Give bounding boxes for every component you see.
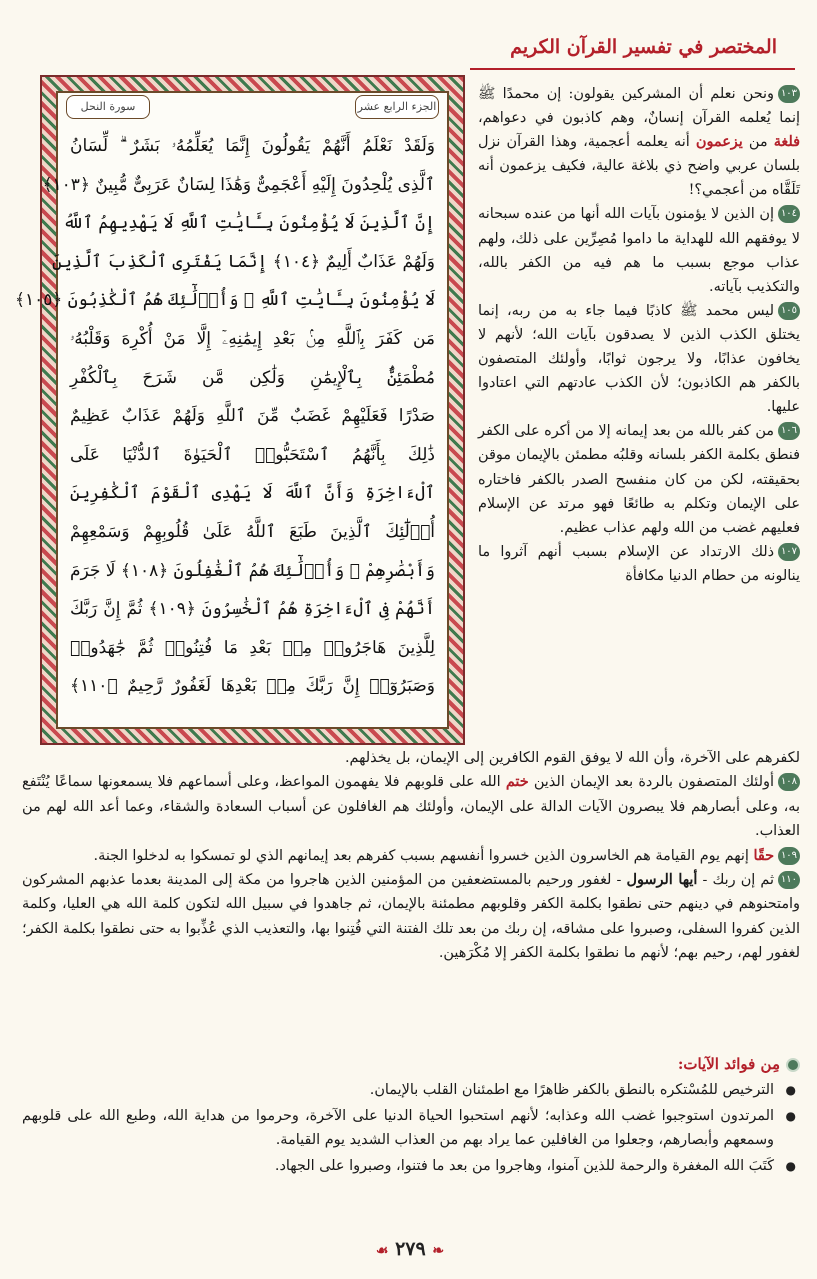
ornament-icon: ❧ [432,1243,445,1259]
commentary-right-column [478,82,800,588]
page-number: ❧ ٢٧٩ ☙ [375,1238,445,1260]
highlighted-word: فلغة [773,133,801,151]
verse-number-badge: ١١٠ [778,871,800,889]
book-title: المختصر في تفسير القرآن الكريم [510,36,777,58]
commentary-full-width [22,746,800,966]
verse-number-badge: ١٠٩ [778,847,800,865]
quran-line: لَا يُؤْمِنُونَ بِـَٔايَٰتِ ٱللَّهِ ۖ وَأُو۟لَٰٓئِكَ هُمُ ٱلْكَٰذِبُونَ ﴿١٠٥﴾ [15,290,435,311]
surah-label: سورة النحل [66,95,150,119]
benefit-item: ● الترخيص للمُسْتكره بالنطق بالكفر ظاهرًا مع اطمئنان القلب بالإيمان. [22,1078,784,1102]
quran-line: وَلَقَدْ نَعْلَمُ أَنَّهُمْ يَقُولُونَ إِنَّمَا يُعَلِّمُهُۥ بَشَرٌ ۗ لِّسَانُ [70,136,435,156]
verse-number-badge: ١٠٦ [778,422,800,440]
commentary-text: أولئك المتصفون بالردة بعد الإيمان الذين [528,774,774,791]
quran-line: لِلَّذِينَ هَاجَرُوا۟ مِنۢ بَعْدِ مَا فُتِنُوا۟ ثُمَّ جَٰهَدُوا۟ [70,637,435,658]
ornament-icon: ☙ [375,1243,389,1259]
commentary-paragraph [478,202,800,298]
benefits-section [22,1052,800,1180]
commentary-paragraph [478,82,800,202]
commentary-text: لكفرهم على الآخرة، وأن الله لا يوفق القوم الكافرين إلى الإيمان، بل يخذلهم. [344,750,800,766]
commentary-text: - لغفور ورحيم بالمستضعفين من المؤمنين الذين هاجروا من مكة إلى المدينة بعدما عذبهم المشركون وامتحنوهم في دينهم حتى نطقوا بكلمة الكفر وقلوبهم مطمئنة بالإيمان، ثم جاهدوا في سبيل الله لتكون كلمة الله هي العليا، وكلمة الذين كفروا السفلى، وصبروا على مشاقه، إن ربك من بعد تلك الفتنة التي فُتِنوا بها، والتعذيب الذي عُذِّبوا به حتى نطقوا بكلمة الكفر؛ لغفور لهم، رحيم بهم؛ لأنهم ما نطقوا بكلمة الكفر إلا مُكْرَهين. [22,872,800,962]
quran-line: مُطْمَئِنٌّۢ بِٱلْإِيمَٰنِ وَلَٰكِن مَّن شَرَحَ بِٱلْكُفْرِ [70,367,435,388]
commentary-text: الله على قلوبهم فلا يفهمون المواعظ، وعلى أسماعهم فلا يسمعونها سماعًا يُنْتَفع به، وعلى أبصارهم فلا يبصرون الآيات الدالة على الإيمان، وأولئك هم الغافلون عن أسباب السعادة والشقاء، وعما أعد الله لهم من العذاب. [22,774,800,840]
quran-line: وَلَهُمْ عَذَابٌ أَلِيمٌ ﴿١٠٤﴾ إِنَّمَا يَفْتَرِى ٱلْكَذِبَ ٱلَّذِينَ [51,251,435,272]
verse-number-badge: ١٠٤ [778,205,800,223]
mushaf-page [15,91,449,729]
commentary-text: ذلك الارتداد عن الإسلام بسبب أنهم آثروا ما ينالونه من حطام الدنيا مكافأة [478,543,800,584]
page-header [470,32,795,70]
highlighted-word: ختم [505,773,529,791]
commentary-paragraph [478,299,800,419]
commentary-text: إنهم يوم القيامة هم الخاسرون الذين خسروا أنفسهم بسبب كفرهم بعد إيمانهم الذي لو تمسكوا به لدخلوا الجنة. [93,847,754,864]
quran-line: وَأَبْصَٰرِهِمْ ۖ وَأُو۟لَٰٓئِكَ هُمُ ٱلْغَٰفِلُونَ ﴿١٠٨﴾ لَا جَرَمَ [69,560,435,581]
benefits-heading: مِن فوائد الآيات: [22,1052,800,1076]
commentary-text: أيها الرسول [626,871,698,889]
quran-line: وَصَبَرُوٓا۟ إِنَّ رَبَّكَ مِنۢ بَعْدِهَا لَغَفُورٌ رَّحِيمٌ ﴿١١٠﴾ [70,676,435,697]
highlighted-word: يزعمون [695,133,743,151]
verse-number-badge: ١٠٧ [778,543,800,561]
commentary-text: إن الذين لا يؤمنون بآيات الله أنها من عنده سبحانه لا يوفقهم الله للهداية ما داموا مُصِرِّين على ذلك، ولهم عذاب موجع بسبب ما هم فيه من الكفر بالله، والتكذيب بآياته. [478,206,800,295]
commentary-paragraph [22,770,800,843]
commentary-text: ونحن نعلم أن المشركين يقولون: إن محمدًا ﷺ إنما يُعلمه القرآن إنسانٌ، وهم كاذبون في دعواهم، [478,86,800,127]
commentary-paragraph [478,419,800,539]
quran-line: صَدْرًا فَعَلَيْهِمْ غَضَبٌ مِّنَ ٱللَّهِ وَلَهُمْ عَذَابٌ عَظِيمٌ [70,406,435,427]
quran-line: مَن كَفَرَ بِٱللَّهِ مِنۢ بَعْدِ إِيمَٰنِهِۦٓ إِلَّا مَنْ أُكْرِهَ وَقَلْبُهُۥ [70,328,435,349]
benefits-marker-icon [786,1058,800,1072]
quran-line: ٱلَّذِى يُلْحِدُونَ إِلَيْهِ أَعْجَمِىٌّ وَهَٰذَا لِسَانٌ عَرَبِىٌّ مُّبِينٌ ﴿١٠٣﴾ [42,174,435,195]
mushaf-frame [15,75,465,745]
commentary-text: من [742,134,774,151]
quran-text [15,127,435,717]
verse-number-badge: ١٠٣ [778,85,800,103]
quran-line: ٱلْءَاخِرَةِ وَأَنَّ ٱللَّهَ لَا يَهْدِى ٱلْقَوْمَ ٱلْكَٰفِرِينَ [70,483,435,504]
commentary-paragraph [22,844,800,868]
highlighted-word: حقًا [753,846,774,864]
commentary-paragraph [478,540,800,588]
quran-line: أُو۟لَٰٓئِكَ ٱلَّذِينَ طَبَعَ ٱللَّهُ عَلَىٰ قُلُوبِهِمْ وَسَمْعِهِمْ [70,521,435,542]
commentary-text: أنه يعلمه أعجمية، وهذا القرآن نزل بلسان عربي واضح ذي بلاغة عالية، فكيف يزعمون أنه تَلَقَّاه من أعجمي؟! [478,134,800,199]
commentary-text: ثم إن ربك - [697,872,774,889]
benefit-item: ● المرتدون استوجبوا غضب الله وعذابه؛ لأنهم استحبوا الحياة الدنيا على الآخرة، وحرموا من هداية الله، وطبع الله على قلوبهم وسمعهم وأبصارهم، وجعلوا من الغافلين عما يراد بهم من العذاب الشديد يوم القيامة. [22,1104,784,1152]
quran-line: إِنَّ ٱلَّذِينَ لَا يُؤْمِنُونَ بِـَٔايَٰتِ ٱللَّهِ لَا يَهْدِيهِمُ ٱللَّهُ [63,213,435,234]
commentary-paragraph [22,746,800,770]
commentary-text: ليس محمد ﷺ كاذبًا فيما جاء به من ربه، إنما يختلق الكذب الذين لا يصدقون بآيات الله؛ لأنهم لا يخافون عذابًا، ولا يرجون ثوابًا، وأولئك المتصفون بالكفر هم الكاذبون؛ لأن الكذب عادتهم التي اعتادوا عليها. [478,302,800,416]
benefits-list [22,1078,800,1178]
benefit-item: ● كَتَبَ الله المغفرة والرحمة للذين آمنوا، وهاجروا من بعد ما فتنوا، وصبروا على الجهاد. [22,1154,784,1178]
commentary-text: من كفر بالله من بعد إيمانه إلا من أكره على الكفر فنطق بكلمة الكفر بلسانه وقلبُه مطمئن بالإيمان موقن بحقيقته، لكن من كان منفسح الصدر بالكفر فاختاره على الإيمان وتكلم به طائعًا فهو مرتد عن الإسلام فعليهم غضب من الله ولهم عذاب عظيم. [478,423,800,536]
commentary-paragraph [22,868,800,966]
verse-number-badge: ١٠٥ [778,302,800,320]
quran-line: ذَٰلِكَ بِأَنَّهُمُ ٱسْتَحَبُّوا۟ ٱلْحَيَوٰةَ ٱلدُّنْيَا عَلَى [70,444,435,465]
verse-number-badge: ١٠٨ [778,773,800,791]
quran-line: أَنَّهُمْ فِى ٱلْءَاخِرَةِ هُمُ ٱلْخَٰسِرُونَ ﴿١٠٩﴾ ثُمَّ إِنَّ رَبَّكَ [70,599,435,620]
juz-label: الجزء الرابع عشر [355,95,439,119]
